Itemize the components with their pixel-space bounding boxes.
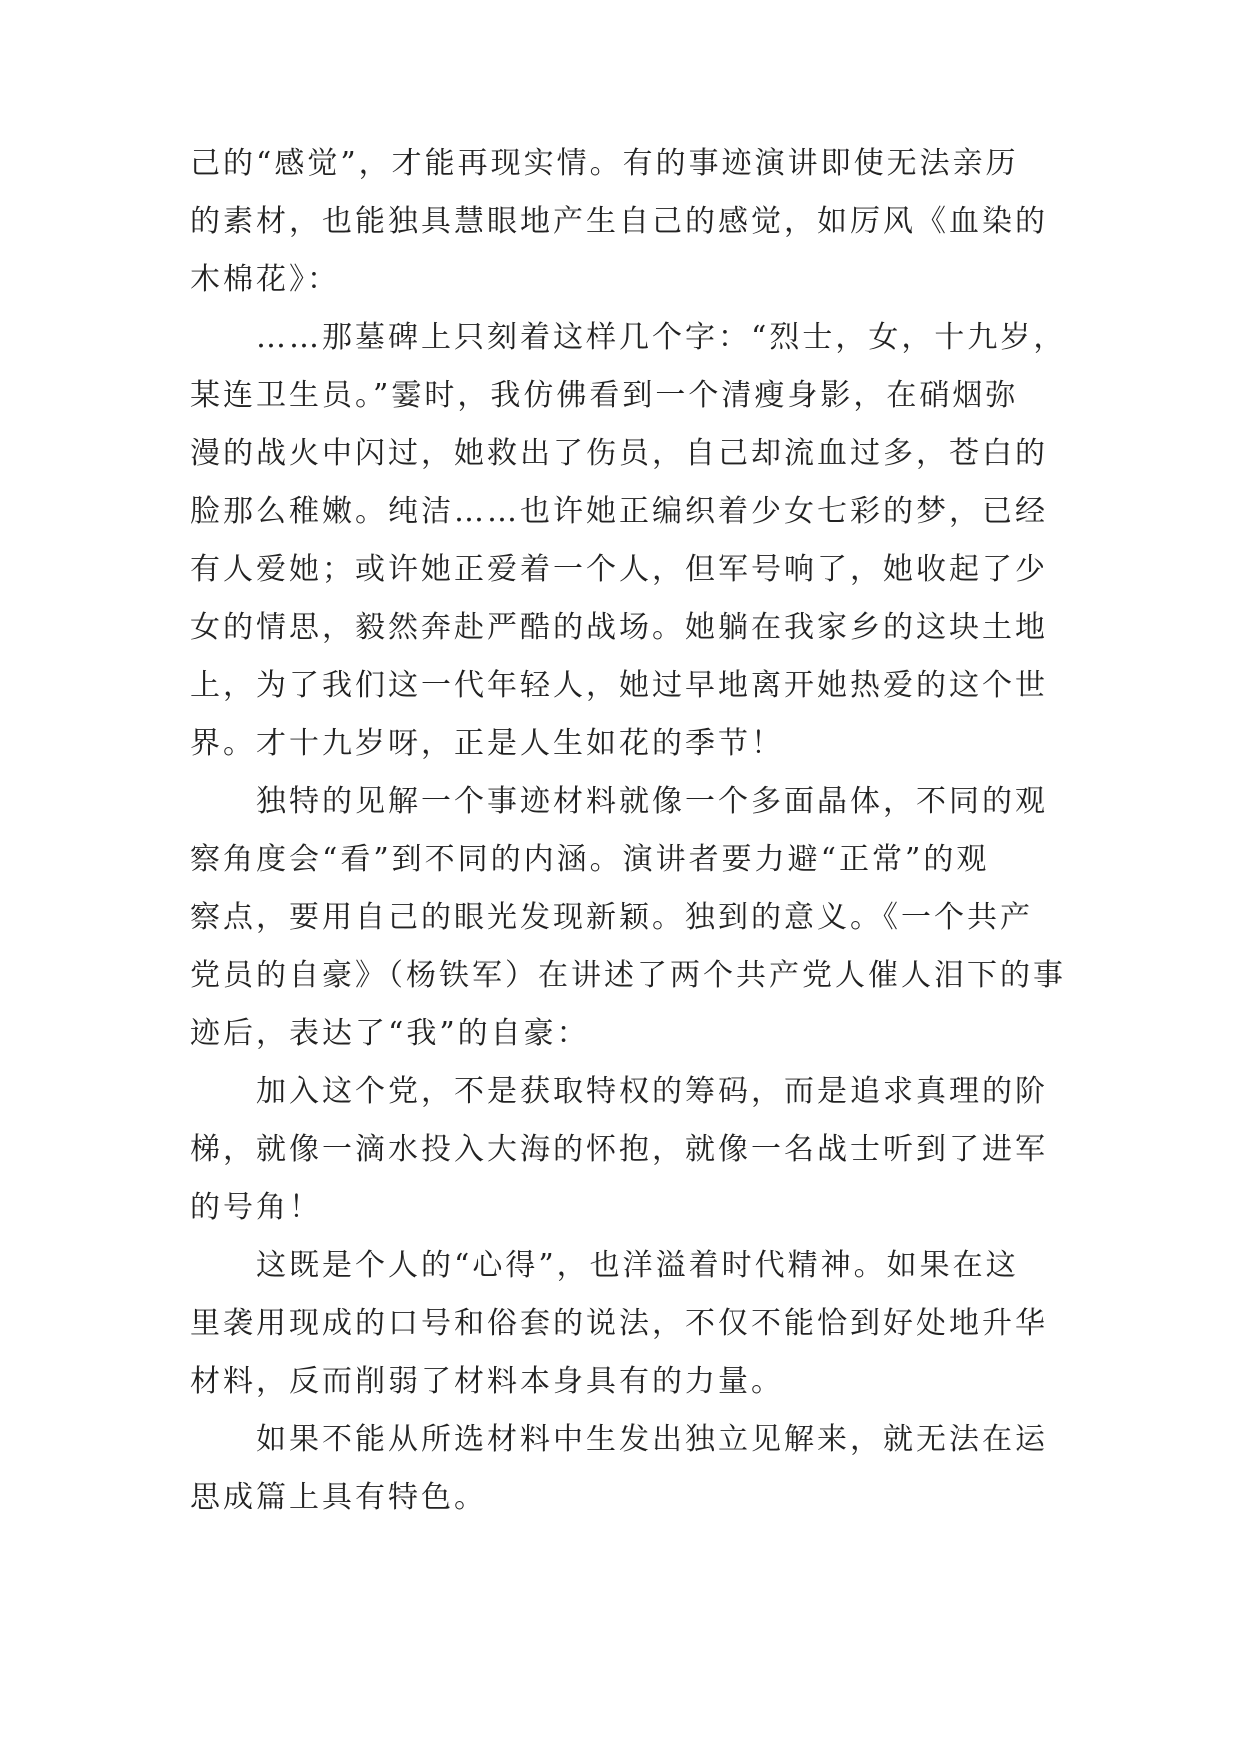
quote-paragraph-start: 加入这个党，不是获取特权的筹码，而是追求真理的阶	[256, 1074, 1048, 1109]
paragraph-start: 这既是个人的“心得”，也洋溢着时代精神。如果在这	[256, 1248, 1019, 1283]
text-line: 己的“感觉”，才能再现实情。有的事迹演讲即使无法亲历	[190, 146, 1019, 181]
text-line: 党员的自豪》（杨铁军）在讲述了两个共产党人催人泪下的事	[190, 958, 1066, 993]
text-line: 察点，要用自己的眼光发现新颖。独到的意义。《一个共产	[190, 900, 1033, 935]
document-page	[190, 135, 1067, 1527]
text-line: 上，为了我们这一代年轻人，她过早地离开她热爱的这个世	[190, 668, 1048, 703]
text-line: 女的情思，毅然奔赴严酷的战场。她躺在我家乡的这块土地	[190, 610, 1048, 645]
quote-paragraph-start: ……那墓碑上只刻着这样几个字：“烈士，女，十九岁，	[256, 320, 1067, 355]
text-line: 的号角！	[190, 1190, 322, 1225]
text-line: 察角度会“看”到不同的内涵。演讲者要力避“正常”的观	[190, 842, 990, 877]
text-line: 界。才十九岁呀，正是人生如花的季节！	[190, 726, 784, 761]
text-line: 里袭用现成的口号和俗套的说法，不仅不能恰到好处地升华	[190, 1306, 1048, 1341]
text-line: 漫的战火中闪过，她救出了伤员，自己却流血过多，苍白的	[190, 436, 1048, 471]
text-line: 的素材，也能独具慧眼地产生自己的感觉，如厉风《血染的	[190, 204, 1048, 239]
text-line: 有人爱她；或许她正爱着一个人，但军号响了，她收起了少	[190, 552, 1048, 587]
paragraph-start: 独特的见解一个事迹材料就像一个多面晶体，不同的观	[256, 784, 1048, 819]
text-line: 脸那么稚嫩。纯洁……也许她正编织着少女七彩的梦，已经	[190, 494, 1048, 529]
text-line: 材料，反而削弱了材料本身具有的力量。	[190, 1364, 784, 1399]
text-line: 思成篇上具有特色。	[190, 1480, 487, 1515]
text-line: 梯，就像一滴水投入大海的怀抱，就像一名战士听到了进军	[190, 1132, 1048, 1167]
text-line: 某连卫生员。”霎时，我仿佛看到一个清瘦身影，在硝烟弥	[190, 378, 1019, 413]
text-line: 迹后，表达了“我”的自豪：	[190, 1016, 590, 1051]
paragraph-start: 如果不能从所选材料中生发出独立见解来，就无法在运	[256, 1422, 1048, 1457]
text-line: 木棉花》：	[190, 262, 340, 297]
